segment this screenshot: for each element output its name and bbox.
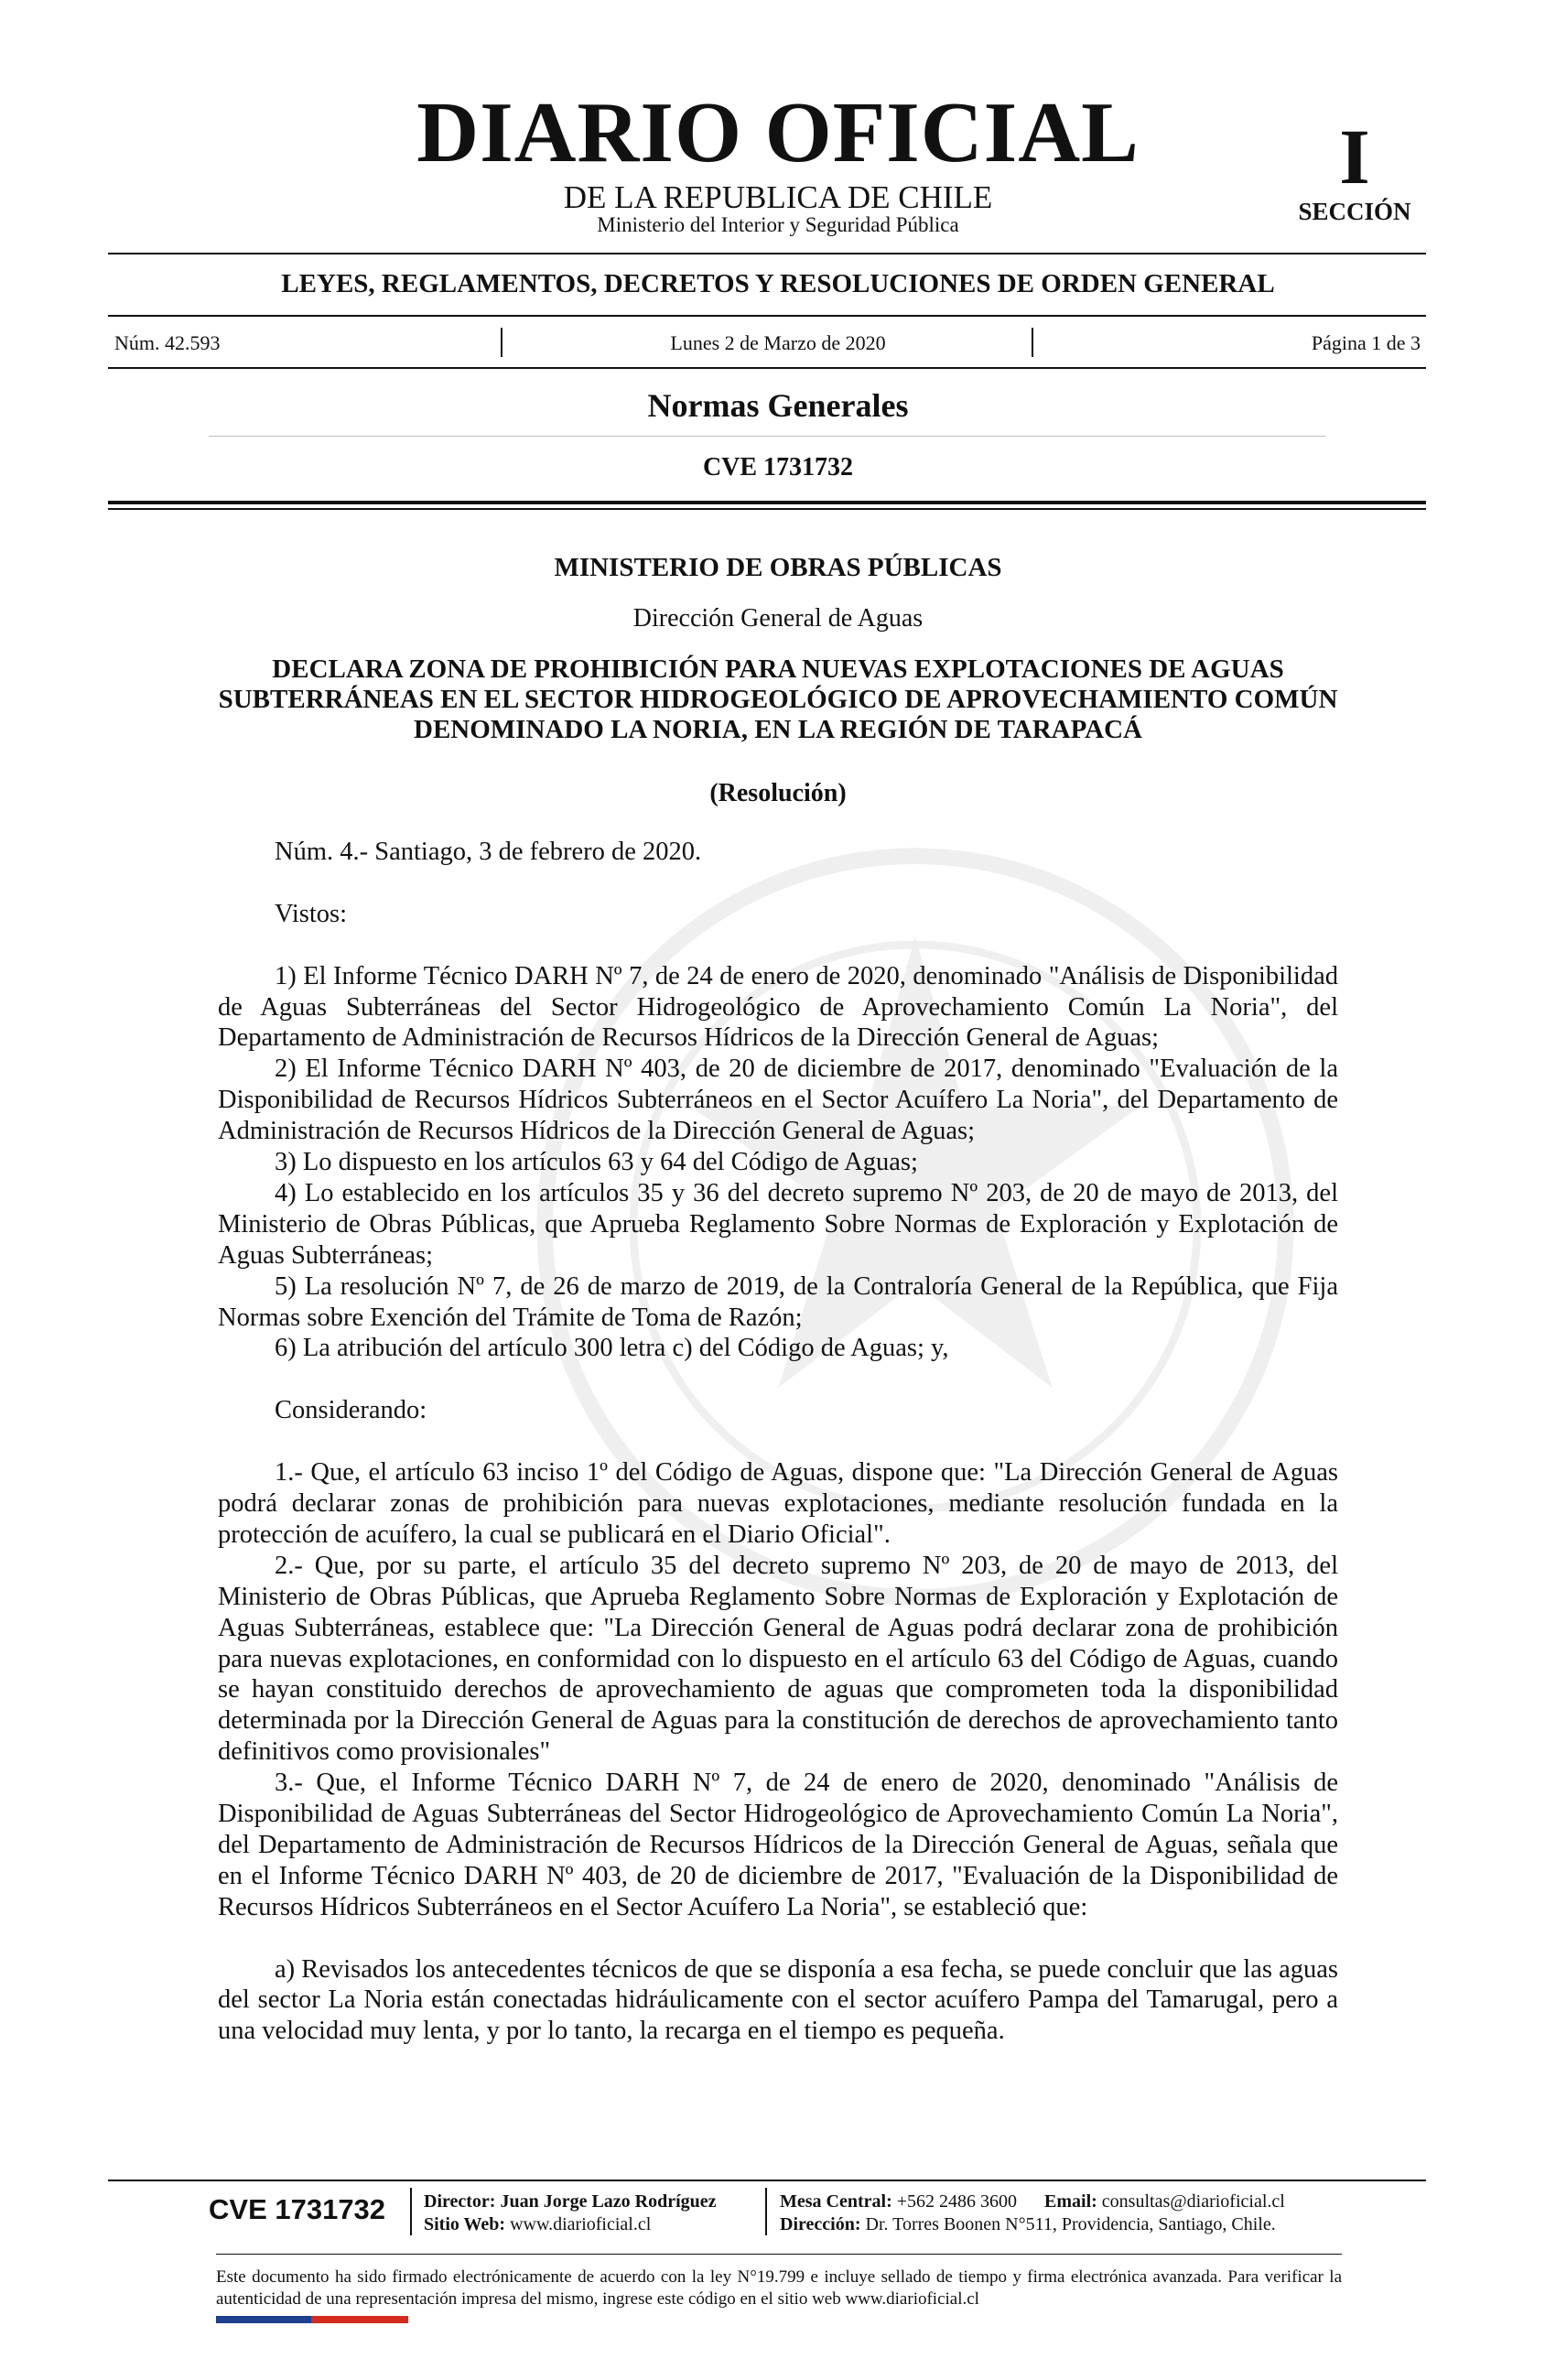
section-label: SECCIÓN (1298, 198, 1411, 225)
address-text: Dr. Torres Boonen N°511, Providencia, Santiago, Chile. (865, 2214, 1276, 2234)
footer-legal-rule (216, 2254, 1342, 2255)
meta-rule (108, 367, 1426, 369)
visto-item: 3) Lo dispuesto en los artículos 63 y 64 del Código de Aguas; (275, 1148, 918, 1177)
address-label: Dirección: (780, 2214, 861, 2234)
issue-number: Núm. 42.593 (114, 331, 221, 354)
issue-date: Lunes 2 de Marzo de 2020 (670, 331, 886, 354)
meta-divider (1032, 328, 1033, 357)
phone-label: Mesa Central: (780, 2191, 892, 2212)
footer-cve-code: CVE 1731732 (209, 2193, 386, 2225)
masthead-title: DIARIO OFICIAL (416, 85, 1140, 180)
issuing-ministry: MINISTERIO DE OBRAS PÚBLICAS (554, 553, 1002, 582)
considerando-item: 3.- Que, el Informe Técnico DARH Nº 7, de 24 de enero de 2020, denominado "Análisis de Disponibilidad de Aguas Subterráneas del Sector Hidrogeológico de Aprovechamiento Común La Noria", del Departamento de Administración de Recursos Hídricos de la Dirección General de Aguas, señala que en el Informe Técnico DARH Nº 403, de 20 de diciembre de 2017, "Evaluación de la Disponibilidad de Recursos Hídricos Subterráneos en el Sector Acuífero La Noria", se estableció que: (218, 1769, 1338, 1921)
visto-item: 6) La atribución del artículo 300 letra c) del Código de Aguas; y, (275, 1334, 949, 1363)
section-rule (108, 315, 1426, 317)
footer-director-block (424, 2191, 717, 2236)
masthead-ministry: Ministerio del Interior y Seguridad Pública (597, 213, 959, 236)
masthead-subtitle: DE LA REPUBLICA DE CHILE (563, 179, 993, 215)
cve-code: CVE 1731732 (702, 453, 854, 481)
visto-item: 1) El Informe Técnico DARH Nº 7, de 24 de enero de 2020, denominado "Análisis de Disponibilidad de Aguas Subterráneas del Sector Hidrogeológico de Aprovechamiento Común La Noria", del Departamento de Administración de Recursos Hídricos de la Dirección General de Aguas; (218, 961, 1338, 1053)
email-label: Email: (1044, 2191, 1097, 2212)
page-number: Página 1 de 3 (1311, 331, 1421, 354)
website-label: Sitio Web: (424, 2214, 506, 2234)
director-label: Director: (424, 2191, 496, 2212)
category-title: Normas Generales (647, 387, 909, 424)
flag-stripe-red (311, 2316, 408, 2323)
footer-divider (765, 2188, 767, 2235)
section-heading: LEYES, REGLAMENTOS, DECRETOS Y RESOLUCIONES DE ORDEN GENERAL (281, 269, 1275, 298)
considerando-heading: Considerando: (275, 1396, 427, 1425)
visto-item: 5) La resolución Nº 7, de 26 de marzo de 2019, de la Contraloría General de la República, que Fija Normas sobre Exención del Trámite de Toma de Razón; (218, 1271, 1338, 1332)
visto-item: 4) Lo establecido en los artículos 35 y 36 del decreto supremo Nº 203, de 20 de mayo de 2013, del Ministerio de Obras Públicas, que Aprueba Reglamento Sobre Normas de Exploración y Explotación de Aguas Subterráneas; (218, 1178, 1338, 1270)
document-title: DECLARA ZONA DE PROHIBICIÓN PARA NUEVAS EXPLOTACIONES DE AGUAS SUBTERRÁNEAS EN EL SECTOR HIDROGEOLÓGICO DE APROVECHAMIENTO COMÚN DENOMINADO LA NORIA, EN LA REGIÓN DE TARAPACÁ (218, 654, 1338, 744)
header-double-rule (108, 501, 1426, 504)
email-link[interactable]: consultas@diarioficial.cl (1101, 2191, 1285, 2212)
considerando-item: 1.- Que, el artículo 63 inciso 1º del Código de Aguas, dispone que: "La Dirección General de Aguas podrá declarar zonas de prohibición para nuevas explotaciones, mediante resolución fundada en la protección de acuífero, la cual se publicará en el Diario Oficial". (218, 1458, 1338, 1549)
director-name: Juan Jorge Lazo Rodríguez (500, 2191, 717, 2212)
flag-stripe-blue (216, 2316, 311, 2323)
vistos-heading: Vistos: (275, 899, 348, 928)
subpoint-a: a) Revisados los antecedentes técnicos de que se disponía a esa fecha, se puede concluir que las aguas del sector La Noria están conectadas hidráulicamente con el sector acuífero Pampa del Tamarugal, pero a una velocidad muy lenta, y por lo tanto, la recarga en el tiempo es pequeña. (218, 1954, 1338, 2046)
header-double-rule (108, 508, 1426, 510)
document-type: (Resolución) (709, 779, 847, 807)
footer-rule (108, 2180, 1426, 2181)
considerando-item: 2.- Que, por su parte, el artículo 35 del decreto supremo Nº 203, de 20 de mayo de 2013, del Ministerio de Obras Públicas, que Aprueba Reglamento Sobre Normas de Exploración y Explotación de Aguas Subterráneas, establece que: "La Dirección General de Aguas podrá declarar zona de prohibición para nuevas explotaciones, en conformidad con lo dispuesto en el artículo 63 del Código de Aguas, cuando se hayan constituido derechos de aprovechamiento de aguas que comprometen toda la disponibilidad determinada por la Dirección General de Aguas para la constitución de derechos de aprovechamiento tanto definitivos como provisionales" (218, 1551, 1338, 1767)
footer-legal-notice: Este documento ha sido firmado electrónicamente de acuerdo con la ley N°19.799 e incluye sellado de tiempo y firma electrónica avanzada. Para verificar la autenticidad de una representación impresa del mismo, ingrese este código en el sitio web www.diarioficial.cl (216, 2267, 1342, 2309)
website-link[interactable]: www.diarioficial.cl (510, 2214, 652, 2234)
document-body (218, 837, 1338, 2047)
phone-number: +562 2486 3600 (896, 2191, 1018, 2212)
category-rule (209, 436, 1325, 437)
section-number: I (1339, 113, 1370, 200)
visto-item: 2) El Informe Técnico DARH Nº 403, de 20 de diciembre de 2017, denominado "Evaluación de la Disponibilidad de Recursos Hídricos Subterráneos en el Sector Acuífero La Noria", del Departamento de Administración de Recursos Hídricos de la Dirección General de Aguas; (218, 1055, 1338, 1146)
footer-divider (410, 2188, 412, 2235)
resolution-number-line: Núm. 4.- Santiago, 3 de febrero de 2020. (275, 838, 702, 866)
issuing-directorate: Dirección General de Aguas (632, 604, 924, 633)
masthead-rule (108, 253, 1426, 254)
meta-divider (501, 328, 502, 357)
footer-contact-block (780, 2191, 1285, 2236)
